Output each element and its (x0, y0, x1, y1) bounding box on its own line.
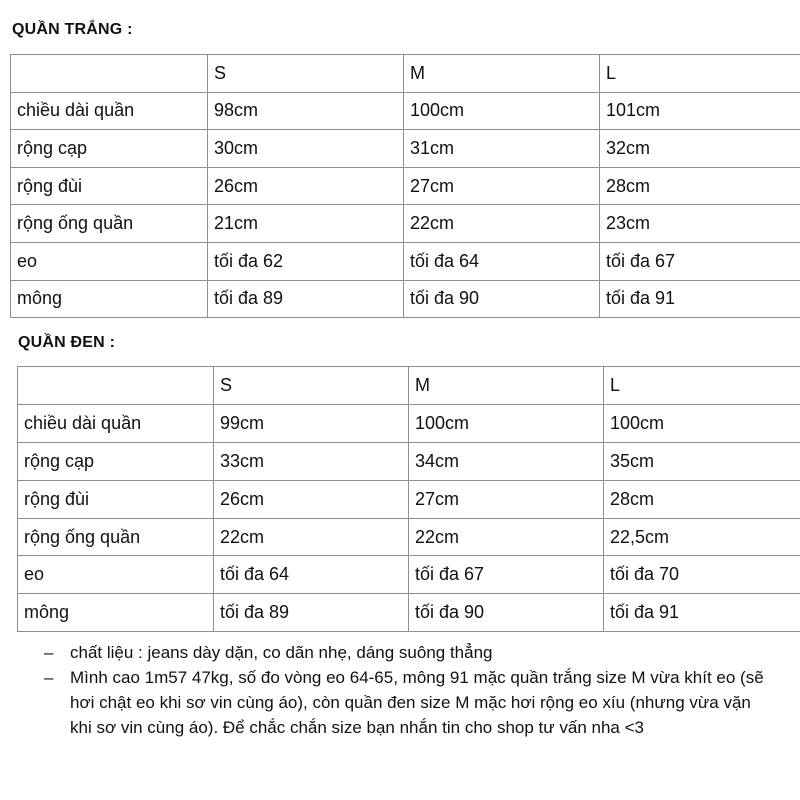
row-label: chiều dài quần (18, 404, 214, 442)
cell-size-m: 100cm (404, 92, 600, 130)
table-row (18, 442, 800, 480)
note-fit-advice: – Mình cao 1m57 47kg, số đo vòng eo 64-65, mông 91 mặc quần trắng size M vừa khít eo (sẽ hơi chật eo khi sơ vin cùng áo), còn quần đen size M mặc hơi rộng eo xíu (nhưng vừa vặn khi sơ vin cùng áo). Để chắc chắn size bạn nhắn tin cho shop tư vấn nha <3 (44, 665, 764, 740)
cell-size-s: 98cm (208, 92, 404, 130)
table-header-row (18, 367, 800, 405)
cell-size-m: 22cm (409, 518, 604, 556)
row-label: chiều dài quần (11, 92, 208, 130)
cell-size-l: tối đa 91 (600, 280, 800, 318)
white-pants-size-table (10, 54, 800, 318)
table-row (18, 480, 800, 518)
notes-list (44, 640, 764, 740)
row-label: rộng đùi (11, 167, 208, 205)
cell-size-l: tối đa 91 (604, 594, 800, 632)
cell-size-s: 99cm (214, 404, 409, 442)
header-cell-size-s: S (208, 55, 404, 93)
row-label: eo (11, 242, 208, 280)
cell-size-s: 33cm (214, 442, 409, 480)
note-material: – chất liệu : jeans dày dặn, co dãn nhẹ, dáng suông thẳng (44, 640, 764, 665)
cell-size-s: 26cm (208, 167, 404, 205)
table-row (11, 242, 800, 280)
white-pants-title: QUẦN TRẮNG : (12, 21, 133, 38)
row-label: rộng ống quần (18, 518, 214, 556)
table-row (11, 280, 800, 318)
cell-size-m: 31cm (404, 130, 600, 168)
row-label: eo (18, 556, 214, 594)
cell-size-m: tối đa 64 (404, 242, 600, 280)
cell-size-s: tối đa 89 (214, 594, 409, 632)
table-row (11, 167, 800, 205)
table-header-row (11, 55, 800, 93)
row-label: rộng cạp (11, 130, 208, 168)
cell-size-s: tối đa 89 (208, 280, 404, 318)
header-cell-size-l: L (604, 367, 800, 405)
table-row (11, 130, 800, 168)
cell-size-l: 32cm (600, 130, 800, 168)
table-row (18, 594, 800, 632)
row-label: rộng ống quần (11, 205, 208, 243)
row-label: mông (11, 280, 208, 318)
table-row (18, 556, 800, 594)
table-row (18, 404, 800, 442)
row-label: rộng đùi (18, 480, 214, 518)
cell-size-s: tối đa 64 (214, 556, 409, 594)
table-row (18, 518, 800, 556)
cell-size-m: tối đa 67 (409, 556, 604, 594)
cell-size-s: 26cm (214, 480, 409, 518)
cell-size-m: 27cm (409, 480, 604, 518)
cell-size-l: 100cm (604, 404, 800, 442)
cell-size-m: 27cm (404, 167, 600, 205)
table-row (11, 92, 800, 130)
table-row (11, 205, 800, 243)
cell-size-l: tối đa 67 (600, 242, 800, 280)
cell-size-l: 23cm (600, 205, 800, 243)
cell-size-s: 21cm (208, 205, 404, 243)
cell-size-s: 30cm (208, 130, 404, 168)
header-cell-size-l: L (600, 55, 800, 93)
header-cell-size-s: S (214, 367, 409, 405)
row-label: mông (18, 594, 214, 632)
cell-size-s: 22cm (214, 518, 409, 556)
cell-size-m: 22cm (404, 205, 600, 243)
cell-size-l: 101cm (600, 92, 800, 130)
row-label: rộng cạp (18, 442, 214, 480)
cell-size-l: 28cm (604, 480, 800, 518)
header-cell-size-m: M (404, 55, 600, 93)
header-cell-size-m: M (409, 367, 604, 405)
cell-size-l: 35cm (604, 442, 800, 480)
header-cell-empty (11, 55, 208, 93)
cell-size-l: 22,5cm (604, 518, 800, 556)
cell-size-l: tối đa 70 (604, 556, 800, 594)
black-pants-title: QUẦN ĐEN : (18, 334, 116, 351)
cell-size-m: 100cm (409, 404, 604, 442)
cell-size-m: tối đa 90 (409, 594, 604, 632)
header-cell-empty (18, 367, 214, 405)
cell-size-s: tối đa 62 (208, 242, 404, 280)
cell-size-m: tối đa 90 (404, 280, 600, 318)
black-pants-size-table (17, 366, 800, 632)
cell-size-m: 34cm (409, 442, 604, 480)
cell-size-l: 28cm (600, 167, 800, 205)
